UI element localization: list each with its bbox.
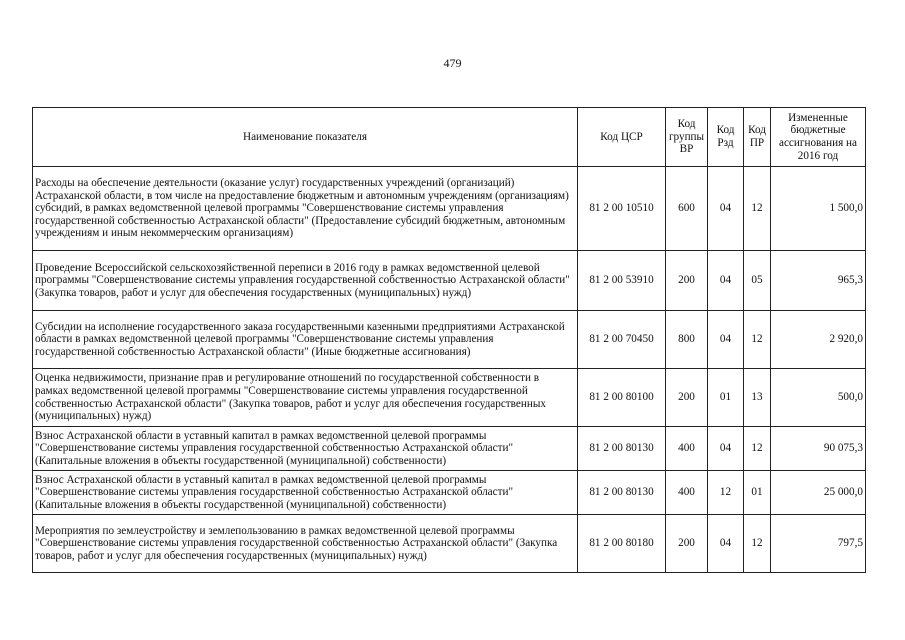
cell-rzd: 04 <box>708 311 744 369</box>
cell-vr: 200 <box>666 251 708 311</box>
cell-pr: 05 <box>744 251 771 311</box>
cell-amount: 965,3 <box>771 251 866 311</box>
cell-rzd: 01 <box>708 369 744 427</box>
header-pr: Код ПР <box>744 108 771 167</box>
table-row <box>33 311 866 369</box>
cell-csr: 81 2 00 80130 <box>578 471 666 515</box>
cell-pr: 01 <box>744 471 771 515</box>
cell-csr: 81 2 00 80100 <box>578 369 666 427</box>
table-row <box>33 471 866 515</box>
cell-name: Проведение Всероссийской сельскохозяйственной переписи в 2016 году в рамках ведомственной целевой программы "Совершенствование системы управления государственной собственностью Астраханской области" (Закупка товаров, работ и услуг для обеспечения государственных (муниципальных) нужд) <box>33 251 578 311</box>
budget-table <box>32 107 866 573</box>
cell-name: Оценка недвижимости, признание прав и регулирование отношений по государственной собственности в рамках ведомственной целевой программы "Совершенствование системы управления государственной собственностью Астраханской области" (Закупка товаров, работ и услуг для обеспечения государственных (муниципальных) нужд) <box>33 369 578 427</box>
cell-csr: 81 2 00 80130 <box>578 427 666 471</box>
header-amount: Измененные бюджетные ассигнования на 2016 год <box>771 108 866 167</box>
cell-pr: 12 <box>744 167 771 251</box>
table-row <box>33 427 866 471</box>
cell-pr: 13 <box>744 369 771 427</box>
cell-name: Расходы на обеспечение деятельности (оказание услуг) государственных учреждений (организаций) Астраханской области, в том числе на предоставление бюджетным и автономным учреждениям (организациям) субсидий, в рамках ведомственной целевой программы "Совершенствование системы управления государственной собственностью Астраханской области" (Предоставление субсидий бюджетным, автономным учреждениям и иным некоммерческим организациям) <box>33 167 578 251</box>
cell-rzd: 04 <box>708 167 744 251</box>
cell-amount: 2 920,0 <box>771 311 866 369</box>
cell-vr: 200 <box>666 369 708 427</box>
cell-rzd: 04 <box>708 427 744 471</box>
cell-csr: 81 2 00 53910 <box>578 251 666 311</box>
cell-vr: 200 <box>666 515 708 573</box>
cell-vr: 400 <box>666 427 708 471</box>
cell-pr: 12 <box>744 311 771 369</box>
header-rzd: Код Рзд <box>708 108 744 167</box>
cell-name: Взнос Астраханской области в уставный капитал в рамках ведомственной целевой программы "Совершенствование системы управления государственной собственностью Астраханской области" (Капитальные вложения в объекты государственной (муниципальной) собственности) <box>33 471 578 515</box>
table-row <box>33 369 866 427</box>
cell-pr: 12 <box>744 515 771 573</box>
cell-amount: 25 000,0 <box>771 471 866 515</box>
cell-rzd: 04 <box>708 251 744 311</box>
cell-vr: 800 <box>666 311 708 369</box>
cell-name: Субсидии на исполнение государственного заказа государственными казенными предприятиями Астраханской области в рамках ведомственной целевой программы "Совершенствование системы управления государственной собственностью Астраханской области" (Иные бюджетные ассигнования) <box>33 311 578 369</box>
cell-name: Мероприятия по землеустройству и землепользованию в рамках ведомственной целевой программы "Совершенствование системы управления государственной собственностью Астраханской области" (Закупка товаров, работ и услуг для обеспечения государственных (муниципальных) нужд) <box>33 515 578 573</box>
cell-amount: 500,0 <box>771 369 866 427</box>
cell-csr: 81 2 00 10510 <box>578 167 666 251</box>
cell-name: Взнос Астраханской области в уставный капитал в рамках ведомственной целевой программы "Совершенствование системы управления государственной собственностью Астраханской области" (Капитальные вложения в объекты государственной (муниципальной) собственности) <box>33 427 578 471</box>
table-row <box>33 167 866 251</box>
page-number: 479 <box>443 56 462 70</box>
table-row <box>33 251 866 311</box>
header-csr: Код ЦСР <box>578 108 666 167</box>
cell-amount: 90 075,3 <box>771 427 866 471</box>
cell-pr: 12 <box>744 427 771 471</box>
cell-amount: 1 500,0 <box>771 167 866 251</box>
header-vr: Код группы ВР <box>666 108 708 167</box>
cell-rzd: 12 <box>708 471 744 515</box>
table-header-row <box>33 108 866 167</box>
cell-csr: 81 2 00 80180 <box>578 515 666 573</box>
header-name: Наименование показателя <box>33 108 578 167</box>
cell-vr: 400 <box>666 471 708 515</box>
cell-vr: 600 <box>666 167 708 251</box>
table-row <box>33 515 866 573</box>
cell-csr: 81 2 00 70450 <box>578 311 666 369</box>
cell-rzd: 04 <box>708 515 744 573</box>
cell-amount: 797,5 <box>771 515 866 573</box>
